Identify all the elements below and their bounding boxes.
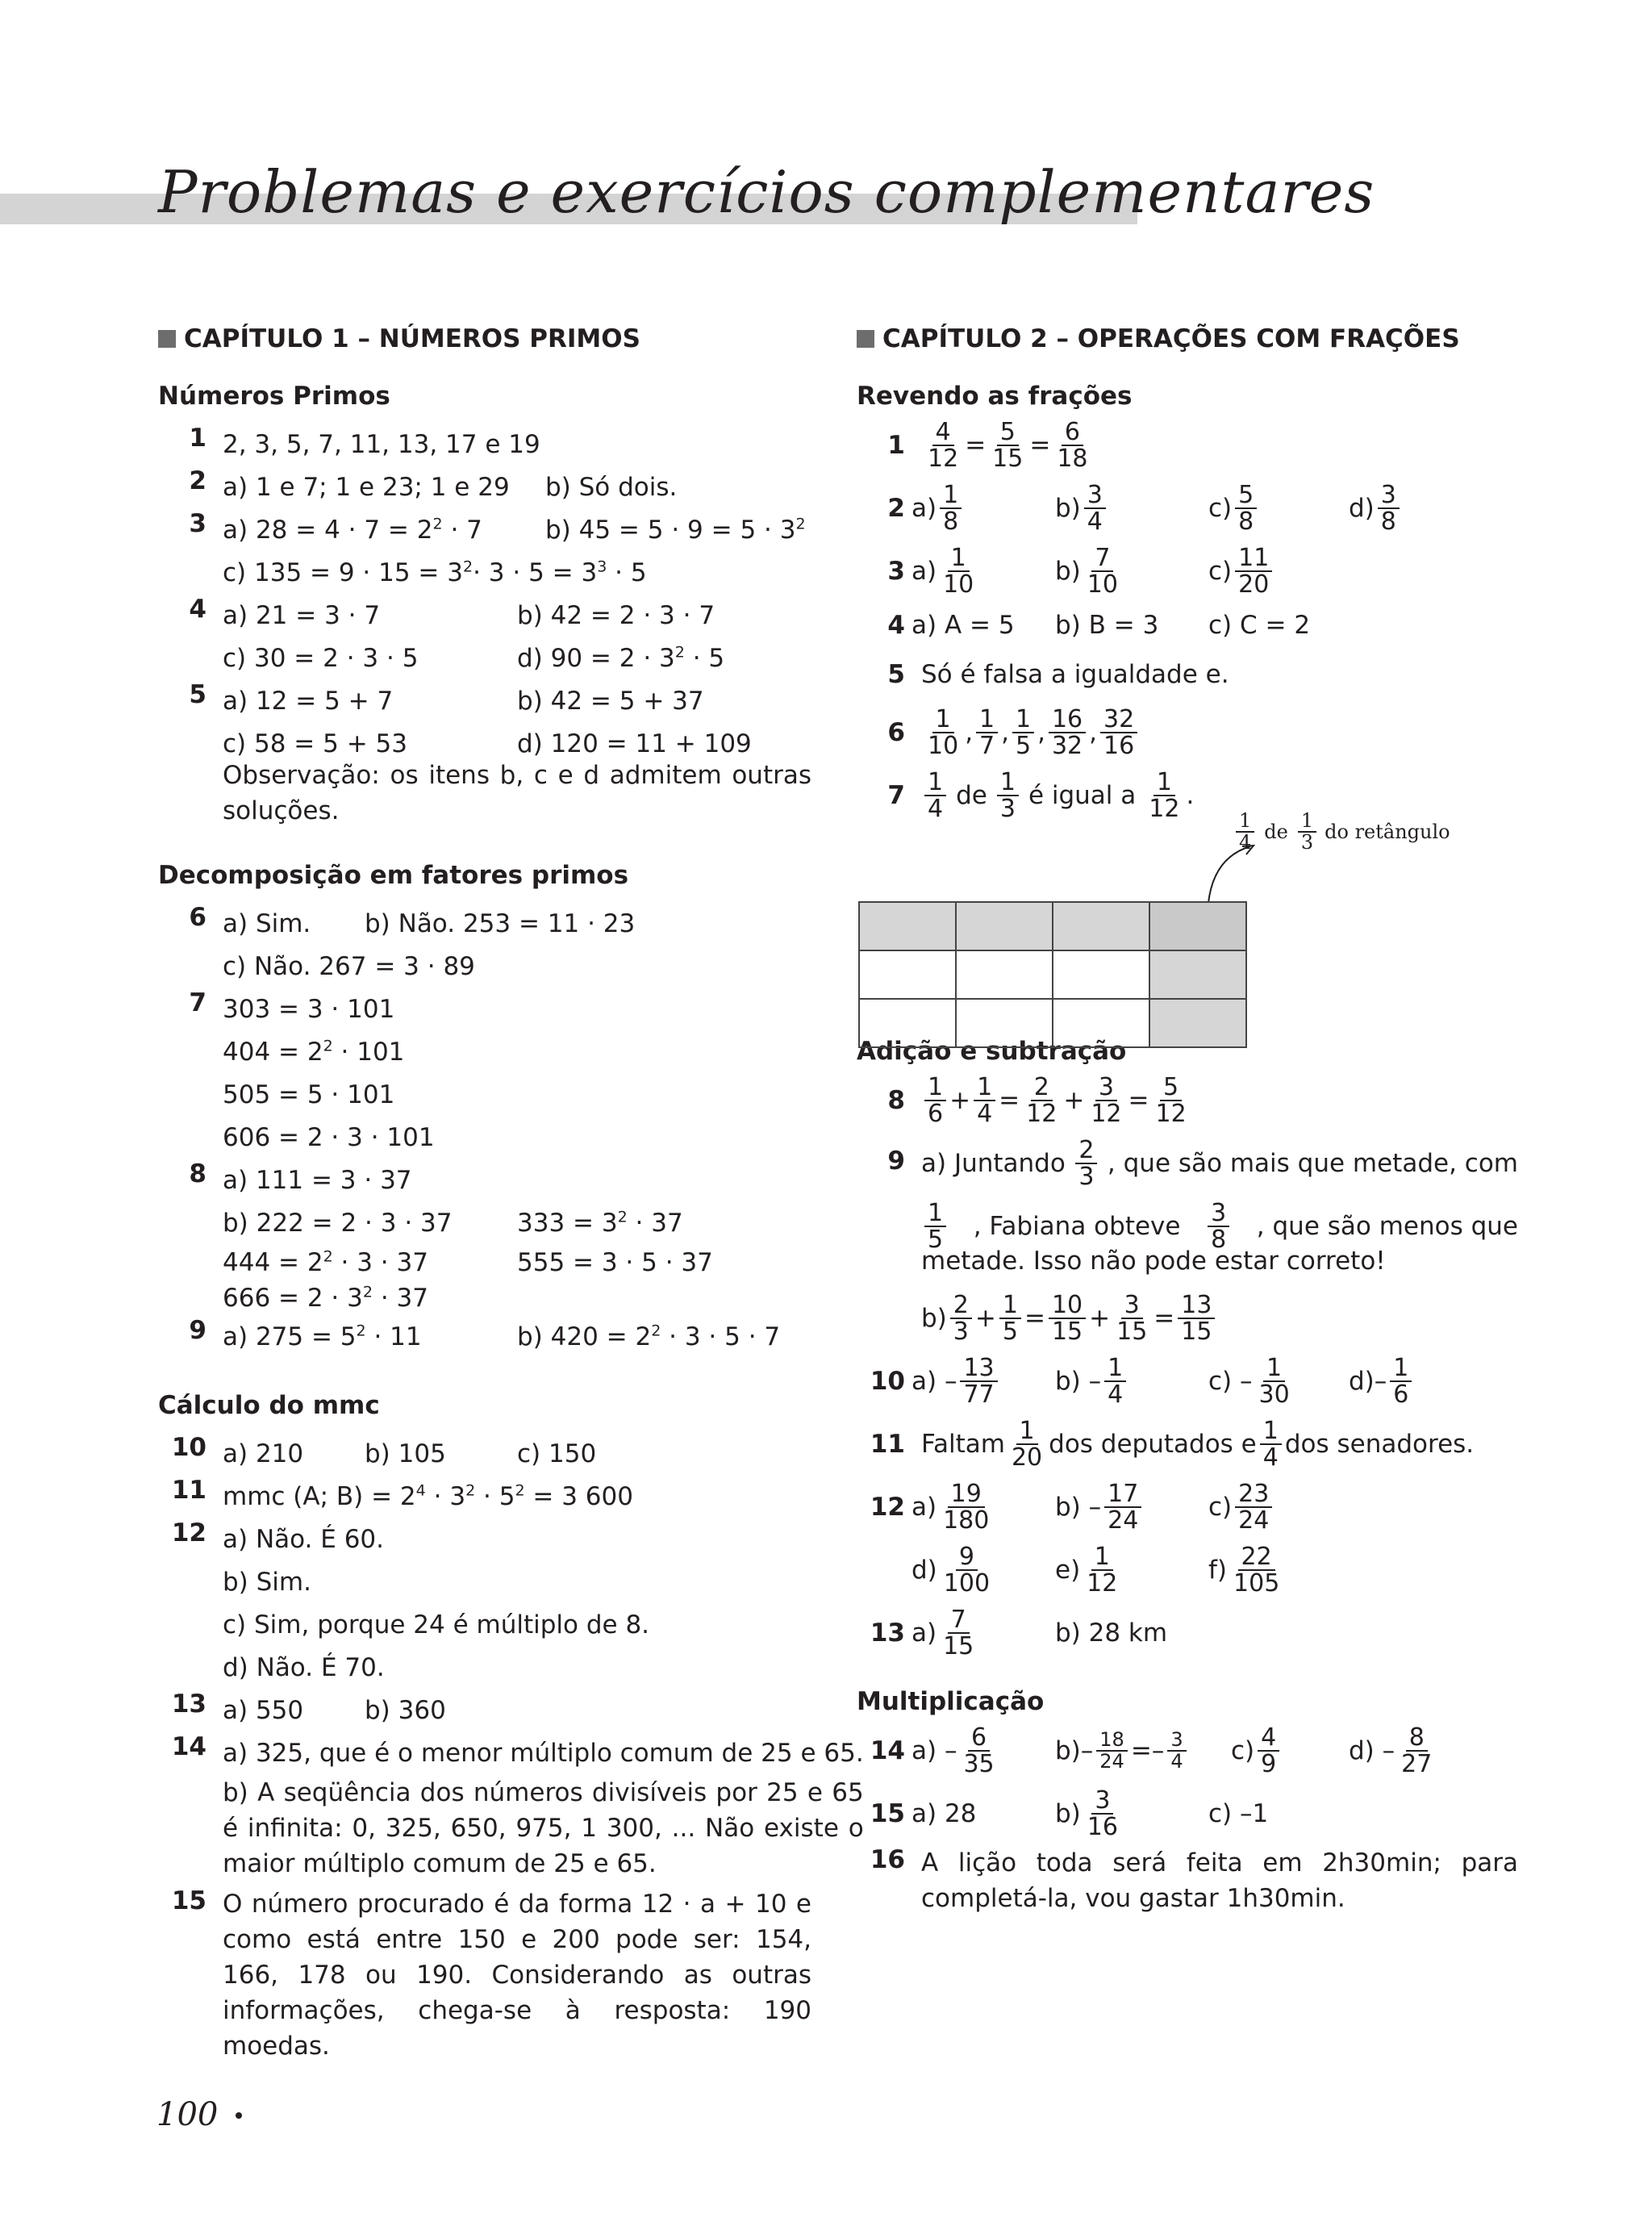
numerator: 18 — [1096, 1730, 1128, 1752]
numerator: 22 — [1238, 1544, 1275, 1572]
answer-5: 5 a) 12 = 5 + 7 b) 42 = 5 + 37 c) 58 = 5 + 53 d) 120 = 11 + 109 Observação: os itens b, c e d admitem outras soluções. — [189, 680, 811, 825]
denominator: 4 — [977, 1100, 993, 1128]
denominator: 4 — [928, 795, 944, 823]
answer-13: 13 a) 550 b) 360 — [171, 1689, 446, 1725]
denominator: 27 — [1401, 1750, 1433, 1778]
fraction — [1153, 1072, 1190, 1128]
denominator: 16 — [1087, 1813, 1118, 1841]
chapter-1-heading: CAPÍTULO 1 – NÚMEROS PRIMOS — [158, 319, 811, 359]
numerator: 3 — [1091, 1788, 1113, 1815]
numerator: 1 — [1298, 811, 1316, 833]
section-numeros-primos: Números Primos — [158, 382, 390, 411]
denominator: 5 — [1016, 732, 1032, 760]
denominator: 5 — [928, 1226, 944, 1254]
right-column — [857, 319, 1518, 1916]
denominator: 4 — [1262, 1443, 1279, 1472]
section-mmc: Cálculo do mmc — [158, 1391, 380, 1420]
denominator: 24 — [1238, 1506, 1270, 1535]
fraction — [940, 545, 977, 598]
fraction — [1084, 1788, 1121, 1840]
denominator: 6 — [928, 1100, 944, 1128]
numerator: 3 — [1121, 1293, 1143, 1320]
denominator: 6 — [1393, 1380, 1409, 1409]
denominator: 9 — [1261, 1750, 1277, 1778]
answer-r3: 3 a) $\frac{1}{10}$ b) $\frac{7}{10}$ c) $\frac{11}{20}$ — [857, 540, 1518, 603]
denominator: 105 — [1233, 1569, 1280, 1598]
numerator: 1 — [932, 707, 954, 734]
answer-14: 14 a) 325, que é o menor múltiplo comum de 25 e 65. b) A seqüência dos números divisíveis por 25 e 65 é infinita: 0, 325, 650, 975, 1 300, ... Não existe o maior múltiplo comum de 25 e 65. — [171, 1732, 864, 1878]
fraction — [1378, 482, 1400, 535]
denominator: 100 — [943, 1569, 991, 1598]
denominator: 5 — [1002, 1318, 1018, 1346]
denominator: 8 — [1238, 507, 1254, 536]
fraction — [960, 1355, 997, 1408]
numerator: 1 — [1104, 1355, 1126, 1383]
section-revendo-fracoes: Revendo as frações — [857, 382, 1133, 411]
left-column — [158, 319, 864, 2064]
numerator: 2 — [950, 1293, 972, 1320]
denominator: 15 — [1181, 1318, 1212, 1346]
denominator: 15 — [1051, 1318, 1083, 1346]
denominator: 24 — [1108, 1506, 1139, 1535]
answer-r14: 14 a) – $\frac{6}{35}$ b) – $\frac{18}{24}$ = – $\frac{3}{4}$ c) $\frac{4}{9}$ d) – $\frac{8}{27}$ — [857, 1719, 1518, 1782]
answer-9: 9 a) $275 = 5^2 \cdot 11$ b) $420 = 2^2 \cdot 3 \cdot 5 \cdot 7$ — [189, 1316, 781, 1351]
answer-7: 7 303 = 3 · 101 $404 = 2^2 \cdot 101$ 505 = 5 · 101 606 = 2 · 3 · 101 — [189, 988, 435, 1152]
fraction — [940, 1607, 977, 1660]
denominator: 4 — [1087, 507, 1103, 536]
denominator: 3 — [1078, 1163, 1095, 1191]
numerator: 19 — [948, 1481, 985, 1509]
fraction — [1104, 1355, 1126, 1408]
numerator: 7 — [1091, 545, 1113, 573]
denominator: 10 — [1087, 570, 1118, 599]
denominator: 8 — [943, 507, 959, 536]
numerator: 2 — [1031, 1075, 1053, 1102]
denominator: 10 — [943, 570, 974, 599]
numerator: 3 — [1167, 1730, 1186, 1752]
denominator: 3 — [953, 1318, 969, 1346]
numerator: 11 — [1235, 545, 1272, 573]
numerator: 3 — [1378, 482, 1400, 510]
denominator: 3 — [1300, 831, 1314, 854]
denominator: 8 — [1211, 1226, 1227, 1254]
denominator: 4 — [1170, 1750, 1183, 1773]
fraction — [989, 417, 1026, 473]
page-title: Problemas e exercícios complementares — [158, 158, 1375, 226]
answer-r12-row2: d) $\frac{9}{100}$ e) $\frac{1}{12}$ f) $\frac{22}{105}$ — [857, 1539, 1518, 1602]
fraction — [941, 1544, 993, 1597]
answer-r10: 10 a) – $\frac{13}{77}$ b) – $\frac{1}{4}$ c) – $\frac{1}{30}$ d) – $\frac{1}{6}$ — [857, 1350, 1518, 1413]
denominator: 4 — [1108, 1380, 1124, 1409]
numerator: 5 — [997, 420, 1019, 447]
fraction — [1104, 1481, 1141, 1534]
numerator: 4 — [932, 420, 954, 447]
square-bullet-icon — [158, 330, 176, 348]
numerator: 1 — [1153, 770, 1175, 797]
numerator: 1 — [1390, 1355, 1412, 1383]
section-adicao-subtracao: Adição e subtração — [857, 1037, 1127, 1066]
denominator: 12 — [1026, 1100, 1058, 1128]
numerator: 1 — [948, 545, 970, 573]
fraction — [1096, 1727, 1128, 1773]
fraction — [1235, 545, 1272, 598]
fraction — [940, 482, 962, 535]
fraction — [1012, 704, 1034, 760]
answer-r7: 7 $\frac{1}{4}$ de $\frac{1}{3}$ é igual a $\frac{1}{12}$ . — [887, 767, 1195, 823]
fraction — [924, 704, 962, 760]
numerator: 32 — [1100, 707, 1137, 734]
numerator: 1 — [1012, 707, 1034, 734]
numerator: 2 — [1075, 1138, 1097, 1165]
fraction — [1258, 1725, 1279, 1777]
answer-15: 15 O número procurado é da forma 12 · a + 10 e como está entre 150 e 200 pode ser: 154, 166, 178 ou 190. Considerando as outras informações, chega-se à resposta: 190 moedas. — [171, 1886, 811, 2061]
pointer-arrow-icon — [1179, 843, 1268, 908]
denominator: 7 — [979, 732, 995, 760]
numerator: 4 — [1258, 1725, 1279, 1752]
answer-2: 2 a) 1 e 7; 1 e 23; 1 e 29 b) Só dois. — [189, 466, 678, 502]
numerator: 3 — [1208, 1201, 1229, 1228]
denominator: 20 — [1011, 1443, 1043, 1472]
section-decomposicao: Decomposição em fatores primos — [158, 861, 629, 890]
answer-4: 4 a) 21 = 3 · 7 b) 42 = 2 · 3 · 7 c) 30 = 2 · 3 · 5 d) $90 = 2 \cdot 3^2 \cdot 5$ — [189, 595, 725, 673]
denominator: 20 — [1238, 570, 1270, 599]
denominator: 10 — [928, 732, 959, 760]
numerator: 1 — [974, 1075, 995, 1102]
numerator: 6 — [968, 1725, 990, 1752]
fraction — [924, 417, 962, 473]
bullet-dot — [236, 2112, 242, 2119]
fraction — [1260, 1418, 1282, 1471]
fraction — [974, 1072, 995, 1128]
denominator: 18 — [1057, 445, 1088, 473]
denominator: 12 — [1155, 1100, 1187, 1128]
answer-r9: 9 a) Juntando $\frac{2}{3}$ , que são mais que metade, com $\frac{1}{5}$ , Fabiana obteve $\frac{3}{8}$ , que são menos que metade. Isso não pode estar correto! b) $\frac{2}{3}$ + $\frac{1}{5}$ = $\frac{10}{15}$ + $\frac{3}{15}$ = $\frac{13}{15}$ — [887, 1135, 1518, 1346]
fraction — [1075, 1135, 1097, 1191]
chapter-2-heading: CAPÍTULO 2 – OPERAÇÕES COM FRAÇÕES — [857, 319, 1518, 359]
denominator: 16 — [1103, 732, 1135, 760]
fraction — [1083, 1544, 1120, 1597]
numerator: 13 — [960, 1355, 997, 1383]
fraction — [924, 767, 946, 823]
numerator: 23 — [1235, 1481, 1272, 1509]
numerator: 5 — [1235, 482, 1257, 510]
fraction — [1008, 1418, 1045, 1471]
answer-11: 11 mmc (A; $B) = 2^4 \cdot 3^2 \cdot 5^2 = 3$ 600 — [171, 1476, 633, 1511]
fraction — [1087, 1072, 1124, 1128]
fraction — [1167, 1727, 1186, 1773]
denominator: 12 — [1149, 795, 1180, 823]
denominator: 3 — [999, 795, 1016, 823]
numerator: 1 — [1260, 1418, 1282, 1446]
numerator: 8 — [1406, 1725, 1428, 1752]
answer-12: 12 a) Não. É 60. b) Sim. c) Sim, porque 24 é múltiplo de 8. d) Não. É 70. — [171, 1518, 650, 1682]
fraction — [1298, 811, 1316, 853]
numerator: 1 — [924, 1075, 946, 1102]
denominator: 15 — [943, 1632, 974, 1660]
numerator: 6 — [1062, 420, 1083, 447]
denominator: 12 — [1087, 1569, 1118, 1598]
fraction — [1235, 482, 1257, 535]
answer-r16: 16 A lição toda será feita em 2h30min; para completá-la, vou gastar 1h30min. — [870, 1845, 1518, 1913]
denominator: 35 — [963, 1750, 995, 1778]
denominator: 32 — [1051, 732, 1083, 760]
answer-r5: 5 Só é falsa a igualdade e. — [887, 660, 1229, 689]
numerator: 1 — [924, 1201, 946, 1228]
numerator: 16 — [1049, 707, 1086, 734]
square-bullet-icon — [857, 330, 874, 348]
numerator: 1 — [997, 770, 1019, 797]
fraction — [1049, 1290, 1086, 1346]
answer-3: 3 a) $28 = 4 \cdot 7 = 2^2 \cdot 7$ b) $45 = 5 \cdot 9 = 5 \cdot 3^2$ c) $135 = 9 \cdot 15 = 3^2\cdot 3 \cdot 5 = 3^3 \cdot 5$ — [189, 509, 806, 587]
fraction — [1113, 1290, 1150, 1346]
fraction — [1235, 1481, 1272, 1534]
answer-r15: 15 a) 28 b) $\frac{3}{16}$ c) –1 — [870, 1786, 1269, 1841]
numerator: 1 — [1091, 1544, 1113, 1572]
numerator: 17 — [1104, 1481, 1141, 1509]
answer-6: 6 a) Sim. b) Não. 253 = 11 · 23 c) Não. 267 = 3 · 89 — [189, 903, 636, 981]
answer-8: 8 a) 111 = 3 · 37 b) 222 = 2 · 3 · 37 $333 = 3^2 \cdot 37$ $444 = 2^2 \cdot 3 \cdot 37$ 555 = 3 · 5 · 37 $666 = 2 \cdot 3^2 \cdot 37$ — [189, 1159, 713, 1313]
fraction — [1398, 1725, 1435, 1777]
answer-r8: 8 $\frac{1}{6}$ + $\frac{1}{4}$ = $\frac{2}{12}$ + $\frac{3}{12}$ = $\frac{5}{12}$ — [857, 1069, 1518, 1132]
fraction — [1049, 704, 1086, 760]
fraction — [1390, 1355, 1412, 1408]
answer-10: 10 a) 210 b) 105 c) 150 — [171, 1433, 597, 1468]
numerator: 10 — [1049, 1293, 1086, 1320]
fraction — [1084, 482, 1106, 535]
answer-r12: 12 a) $\frac{19}{180}$ b) – $\frac{17}{24}$ c) $\frac{23}{24}$ — [857, 1476, 1518, 1539]
fraction — [1256, 1355, 1293, 1408]
denominator: 12 — [928, 445, 959, 473]
fraction — [1100, 704, 1137, 760]
fraction — [1178, 1290, 1215, 1346]
answer-r13: 13 a) $\frac{7}{15}$ b) 28 km — [870, 1605, 1168, 1660]
denominator: 8 — [1380, 507, 1396, 536]
numerator: 1 — [924, 770, 946, 797]
denominator: 24 — [1099, 1750, 1124, 1773]
fraction — [999, 1290, 1021, 1346]
numerator: 7 — [948, 1607, 970, 1635]
fraction — [960, 1725, 997, 1777]
numerator: 3 — [1095, 1075, 1117, 1102]
numerator: 5 — [1160, 1075, 1182, 1102]
fraction — [950, 1290, 972, 1346]
numerator: 9 — [956, 1544, 978, 1572]
fraction — [924, 1072, 946, 1128]
denominator: 77 — [963, 1380, 995, 1409]
numerator: 1 — [999, 1293, 1021, 1320]
answer-r1: 1 $\frac{4}{12}$ = $\frac{5}{15}$ = $\frac{6}{18}$ — [857, 414, 1518, 477]
fraction — [1053, 417, 1091, 473]
fraction — [940, 1481, 992, 1534]
fraction — [1145, 767, 1183, 823]
numerator: 1 — [1263, 1355, 1285, 1383]
figure-annotation: $\frac{1}{4}$ de $\frac{1}{3}$ do retângulo — [1233, 811, 1450, 853]
numerator: 1 — [1016, 1418, 1038, 1446]
numerator: 1 — [940, 482, 962, 510]
denominator: 4 — [1239, 831, 1252, 854]
fraction — [997, 767, 1019, 823]
shaded-rectangle — [858, 901, 1247, 1048]
numerator: 13 — [1178, 1293, 1215, 1320]
numerator: 3 — [1084, 482, 1106, 510]
answer-r11: 11 Faltam $\frac{1}{20}$ dos deputados e $\frac{1}{4}$ dos senadores. — [870, 1416, 1475, 1472]
denominator: 15 — [1116, 1318, 1148, 1346]
answer-1: 1 2, 3, 5, 7, 11, 13, 17 e 19 — [189, 424, 540, 459]
numerator: 1 — [976, 707, 998, 734]
fraction — [976, 704, 998, 760]
denominator: 15 — [992, 445, 1024, 473]
denominator: 180 — [943, 1506, 990, 1535]
section-multiplicacao: Multiplicação — [857, 1687, 1045, 1716]
fraction — [1230, 1544, 1283, 1597]
page-number: 100 — [156, 2096, 219, 2133]
answer-r6: 6 $\frac{1}{10}$ , $\frac{1}{7}$ , $\frac{1}{5}$ , $\frac{16}{32}$ , $\frac{32}{16}$ — [857, 701, 1518, 764]
fraction — [1023, 1072, 1060, 1128]
fraction — [1084, 545, 1121, 598]
denominator: 12 — [1091, 1100, 1122, 1128]
answer-r2: 2 a) $\frac{1}{8}$ b) $\frac{3}{4}$ c) $\frac{5}{8}$ d) $\frac{3}{8}$ — [857, 477, 1518, 540]
answer-r4: 4 a) A = 5 b) B = 3 c) C = 2 — [887, 611, 1311, 640]
denominator: 30 — [1258, 1380, 1290, 1409]
numerator: 1 — [1236, 811, 1254, 833]
